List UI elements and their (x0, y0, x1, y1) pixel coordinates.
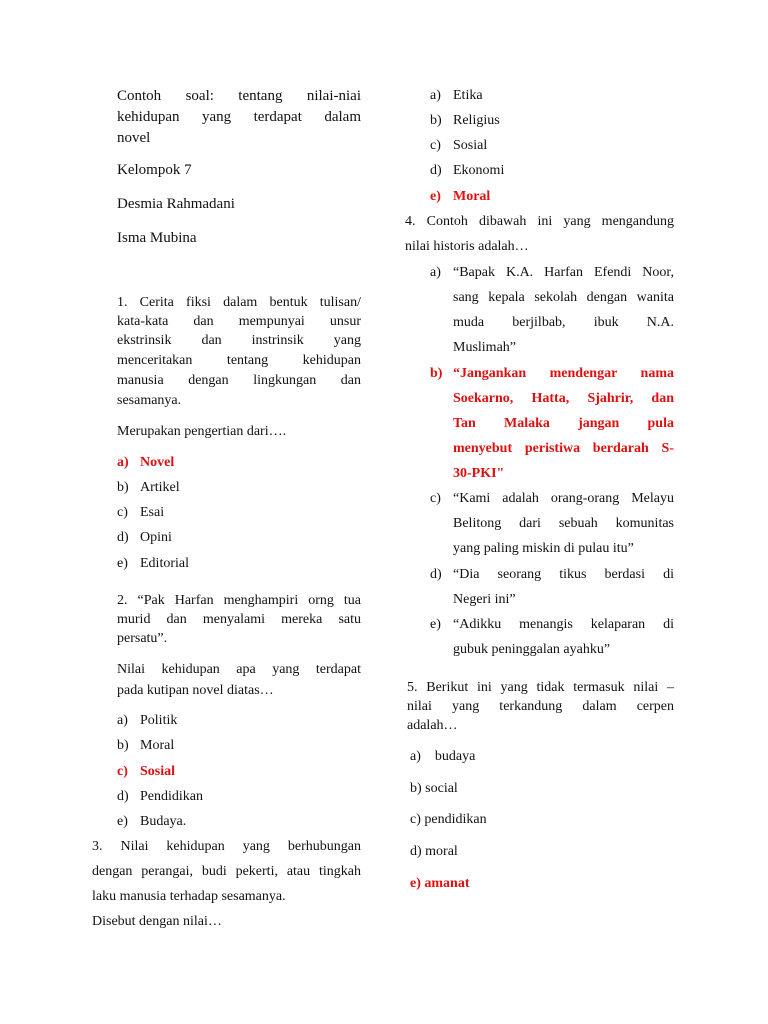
q1-option-text: Artikel (140, 480, 180, 495)
q2-option-text-correct: Sosial (140, 764, 176, 779)
q3-prompt: Disebut dengan nilai… (92, 914, 222, 929)
q1-option-label: b) (117, 480, 129, 495)
q4-option-text-line: muda berjilbab, ibuk N.A. (453, 315, 674, 330)
q4-option-label: b) (430, 366, 443, 381)
q1-option-text: Editorial (140, 556, 189, 571)
q1-text-line: 1. Cerita fiksi dalam bentuk tulisan/ (117, 295, 361, 310)
q5-option: c) pendidikan (410, 812, 487, 827)
member-name-2: Isma Mubina (117, 230, 197, 246)
q1-option-text: Opini (140, 530, 172, 545)
q3-option-label: c) (430, 138, 441, 153)
q2-option-label: d) (117, 789, 129, 804)
q2-option-label: a) (117, 713, 128, 728)
q3-option-text-correct: Moral (453, 189, 491, 204)
q4-option-text-line: yang paling miskin di pulau itu” (453, 541, 634, 556)
q4-option-text-line: gubuk peninggalan ayahku” (453, 642, 611, 657)
q1-option-label: d) (117, 530, 129, 545)
q3-option-text: Sosial (453, 138, 488, 153)
q2-text-line: persatu”. (117, 631, 168, 646)
q2-option-label: c) (117, 764, 128, 779)
q4-option-text-line: “Adikku menangis kelaparan di (453, 617, 674, 632)
q4-option-label: c) (430, 491, 441, 506)
q4-option-text-line-correct: menyebut peristiwa berdarah S- (453, 441, 674, 456)
q1-option-label: e) (117, 556, 128, 571)
q2-prompt-line: Nilai kehidupan apa yang terdapat (117, 662, 361, 677)
q3-option-label: e) (430, 189, 441, 204)
q4-option-text-line-correct: “Jangankan mendengar nama (453, 366, 674, 381)
q3-text-line: dengan perangai, budi pekerti, atau tingkah (92, 864, 361, 879)
q4-option-text-line-correct: Tan Malaka jangan pula (453, 416, 674, 431)
q3-option-label: b) (430, 113, 442, 128)
q4-option-label: a) (430, 265, 441, 280)
q3-text-line: laku manusia terhadap sesamanya. (92, 889, 286, 904)
q4-text-line: 4. Contoh dibawah ini yang mengandung (405, 214, 674, 229)
q1-text-line: menceritakan tentang kehidupan (117, 353, 361, 368)
q5-text-line: nilai yang terkandung dalam cerpen (407, 699, 674, 714)
q5-option-correct: e) amanat (410, 876, 470, 891)
q5-option: a) budaya (410, 749, 476, 764)
q4-text-line: nilai historis adalah… (405, 239, 529, 254)
q3-option-text: Etika (453, 88, 483, 103)
q1-text-line: sesamanya. (117, 393, 182, 408)
q2-option-label: e) (117, 814, 128, 829)
q4-option-text-line: Belitong dari sebuah komunitas (453, 516, 674, 531)
q4-option-text-line: Muslimah” (453, 340, 516, 355)
q5-option: d) moral (410, 844, 458, 859)
q4-option-text-line: “Dia seorang tikus berdasi di (453, 567, 674, 582)
q5-option: b) social (410, 781, 458, 796)
q4-option-text-line: “Kami adalah orang-orang Melayu (453, 491, 674, 506)
q2-option-label: b) (117, 738, 129, 753)
q2-text-line: 2. “Pak Harfan menghampiri orng tua (117, 593, 361, 608)
q1-option-text: Esai (140, 505, 165, 520)
q3-option-text: Ekonomi (453, 163, 505, 178)
q4-option-text-line: Negeri ini” (453, 592, 516, 607)
doc-title-line-3: novel (117, 130, 151, 146)
q4-option-text-line-correct: 30-PKI" (453, 466, 505, 481)
q4-option-label: d) (430, 567, 442, 582)
q1-text-line: ekstrinsik dan instrinsik yang (117, 333, 361, 348)
q2-option-text: Pendidikan (140, 789, 203, 804)
q4-option-text-line: “Bapak K.A. Harfan Efendi Noor, (453, 265, 674, 280)
q3-option-label: d) (430, 163, 442, 178)
q2-option-text: Politik (140, 713, 178, 728)
q4-option-text-line-correct: Soekarno, Hatta, Sjahrir, dan (453, 391, 674, 406)
q3-option-text: Religius (453, 113, 500, 128)
q1-prompt: Merupakan pengertian dari…. (117, 424, 287, 439)
q3-text-line: 3. Nilai kehidupan yang berhubungan (92, 839, 361, 854)
q5-text-line: adalah… (407, 718, 458, 733)
q5-text-line: 5. Berikut ini yang tidak termasuk nilai – (407, 680, 674, 695)
q3-option-label: a) (430, 88, 441, 103)
q2-option-text: Moral (140, 738, 175, 753)
q1-text-line: kata-kata dan mempunyai unsur (117, 314, 361, 329)
q1-option-label: a) (117, 455, 129, 470)
group-name: Kelompok 7 (117, 162, 192, 178)
q1-text-line: manusia dengan lingkungan dan (117, 373, 361, 388)
q1-option-text-correct: Novel (140, 455, 175, 470)
q2-option-text: Budaya. (140, 814, 187, 829)
q1-option-label: c) (117, 505, 128, 520)
q4-option-label: e) (430, 617, 441, 632)
q2-text-line: murid dan menyalami mereka satu (117, 612, 361, 627)
q2-prompt-line: pada kutipan novel diatas… (117, 683, 274, 698)
q4-option-text-line: sang kepala sekolah dengan wanita (453, 290, 674, 305)
member-name-1: Desmia Rahmadani (117, 196, 235, 212)
doc-title-line-1: Contoh soal: tentang nilai-niai (117, 88, 361, 104)
doc-title-line-2: kehidupan yang terdapat dalam (117, 109, 361, 125)
